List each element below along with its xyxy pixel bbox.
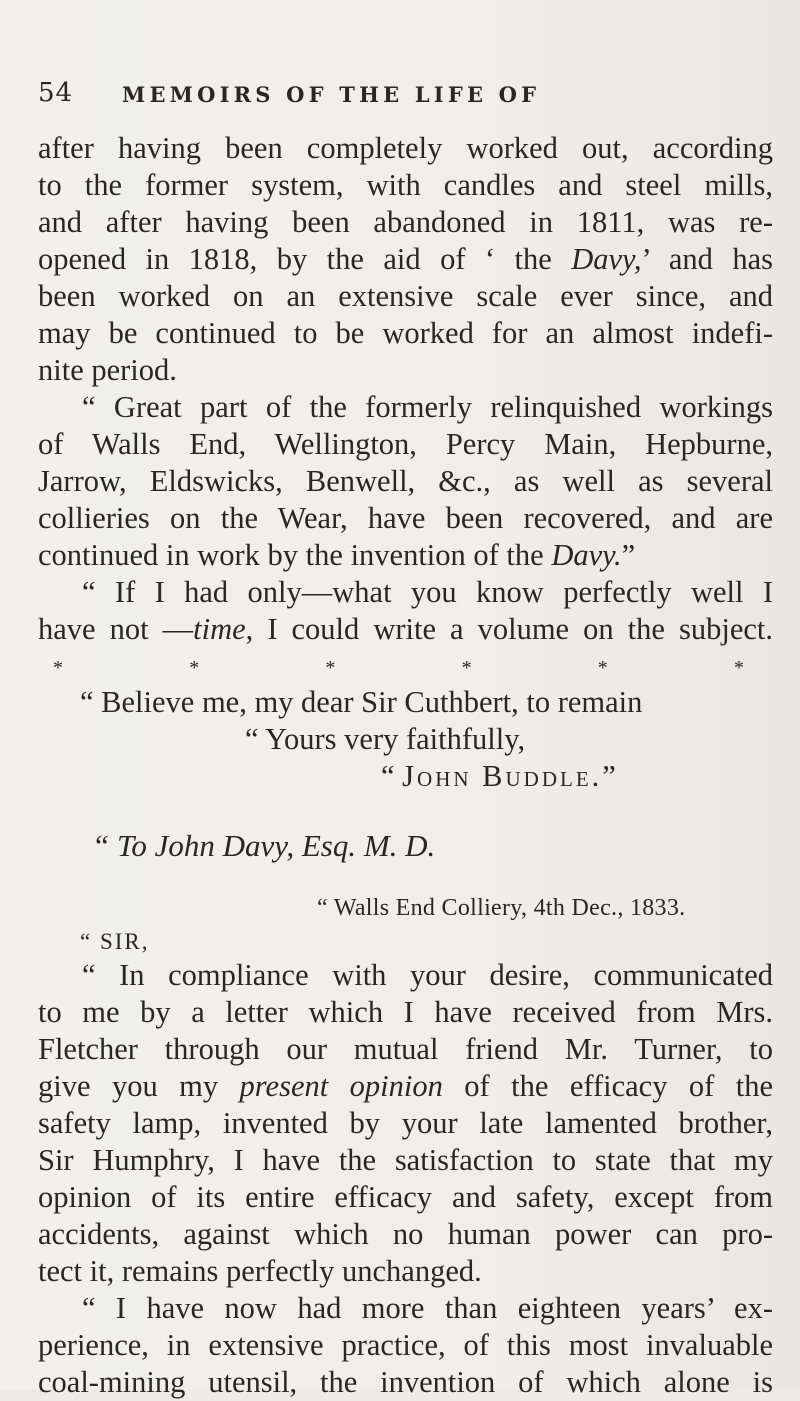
text-line: opinion of its entire efficacy and safety, except from (38, 1180, 773, 1214)
text-line: Jarrow, Eldswicks, Benwell, &c., as well as several (38, 464, 773, 498)
letter-salutation: “ SIR, (80, 929, 150, 954)
text-line: collieries on the Wear, have been recovered, and are (38, 501, 773, 535)
closing-line: “ Yours very faithfully, (245, 722, 526, 756)
text-line: “ Great part of the formerly relinquished workings (82, 390, 773, 424)
text-line: “ If I had only—what you know perfectly well I (82, 575, 773, 609)
text-line: safety lamp, invented by your late lamented brother, (38, 1106, 773, 1140)
text-line: Fletcher through our mutual friend Mr. Turner, to (38, 1032, 773, 1066)
text-line: been worked on an extensive scale ever since, and (38, 279, 773, 313)
text-line: coal-mining utensil, the invention of which alone is (38, 1365, 773, 1399)
page-number: 54 (38, 78, 74, 108)
text-line: opened in 1818, by the aid of ‘ the Davy,’ and has (38, 242, 773, 276)
text-line: “ In compliance with your desire, communicated (82, 958, 773, 992)
letter-closing (38, 684, 773, 795)
paragraph-3 (38, 574, 773, 648)
paragraph-5 (38, 1290, 773, 1401)
text-line: and after having been abandoned in 1811, was re- (38, 205, 773, 239)
asterisk: * (189, 657, 200, 679)
asterisk: * (733, 657, 744, 679)
paragraph-4 (38, 957, 773, 1290)
signature: John Buddle. (402, 759, 603, 793)
text-line: perience, in extensive practice, of this most invaluable (38, 1328, 773, 1362)
text-line: after having been completely worked out, according (38, 131, 773, 165)
paragraph-2 (38, 389, 773, 574)
text-line: continued in work by the invention of the Davy.” (38, 538, 636, 572)
text-line: “ I have now had more than eighteen years’ ex- (82, 1291, 773, 1325)
letter-addressee: “ To John Davy, Esq. M. D. (92, 828, 436, 863)
text-line: Sir Humphry, I have the satisfaction to state that my (38, 1143, 773, 1177)
closing-line: “ Believe me, my dear Sir Cuthbert, to remain (80, 685, 643, 719)
signature-line: “ John Buddle.” (381, 759, 616, 793)
letter-dateline: “ Walls End Colliery, 4th Dec., 1833. (317, 895, 686, 921)
asterism (48, 650, 749, 684)
text-line: nite period. (38, 353, 177, 387)
text-line: accidents, against which no human power can pro- (38, 1217, 773, 1251)
paragraph-1 (38, 130, 773, 389)
asterisk: * (53, 657, 63, 679)
asterisk: * (597, 657, 608, 679)
text-line: of Walls End, Wellington, Percy Main, Hepburne, (38, 427, 773, 461)
body-text (38, 130, 773, 1401)
page-header (38, 78, 618, 118)
asterisk: * (461, 657, 472, 679)
text-line: may be continued to be worked for an almost indefi- (38, 316, 773, 350)
text-line: have not —time, I could write a volume on the subject. (38, 612, 773, 646)
running-head: MEMOIRS OF THE LIFE OF (122, 82, 541, 107)
text-line: give you my present opinion of the efficacy of the (38, 1069, 773, 1103)
text-line: to the former system, with candles and steel mills, (38, 168, 773, 202)
asterisk: * (325, 657, 336, 679)
text-line: to me by a letter which I have received from Mrs. (38, 995, 773, 1029)
text-line: tect it, remains perfectly unchanged. (38, 1254, 482, 1288)
